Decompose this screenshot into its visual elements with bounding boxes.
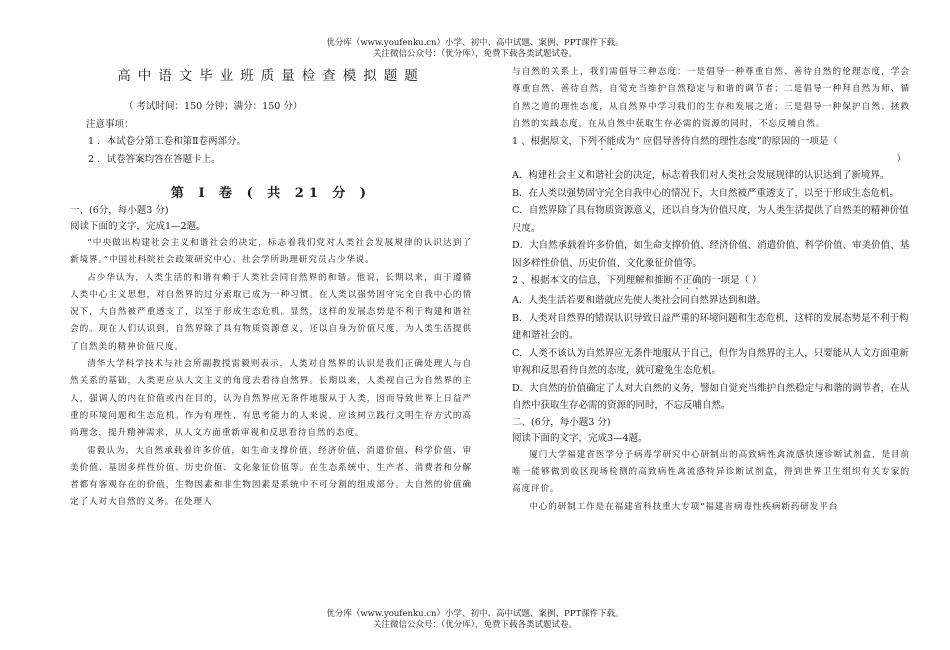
question-1-paren-close: ） [896,154,906,166]
question-1 [512,133,910,153]
passage2-paragraph-1: 厦门大学福建省医学分子病毒学研究中心研制出的高致病性禽流感快速诊断试剂盒，是目前唯一能够做到收区现场检测的高致病性禽流感特异诊断试剂盒，得到世界卫生组织有关专家的高度评价。 [512,449,910,495]
section-2-heading: 二、(6分，每小题3 分) [512,416,611,428]
section-1-intro: 阅读下面的文字，完成1—2题。 [70,221,206,232]
exam-title: 高中语文毕业班质量检查模拟题题 [117,68,425,84]
notice-title: 注意事项： [86,119,134,130]
passage-continuation: 与自然的关系上，我们需倡导三种态度：一是倡导一种尊重自然、善待自然的伦理态度，学会尊重自然、善待自然，自觉充当维护自然稳定与和谐的调节者；二是倡导一种拜自然为师、循自然之道的理性态度，从自然界中学习我们的生存和发展之道；三是倡导一种保护自然、拯救自然的实践态度，在从自然中获取生存必需的资源的同时，不忘反哺自然。 [512,67,910,129]
passage-paragraph-4: 雷毅认为，大自然承载着许多价值，如生命支撑价值、经济价值、消遣价值、科学价值、审美价值、基因多样性价值、历史价值、文化象征价值等。在生态系统中，生产者、消费者和分解者都有客观存在的价值，生物因素和非生物因素是系统中不可分割的组成部分。大自然的价值确定了人对大自然的义务。在处理人 [70,445,472,508]
question-1-emphasis: 不能 [597,136,617,148]
question-1-option-d: D．大自然承载着许多价值，如生命支撑价值、经济价值、消遣价值、科学价值、审美价值、基因多样性价值、历史价值、文化象征价值等。 [512,240,910,269]
question-2-option-a: A．人类生活若要和谐就应先使人类社会同自然界达到和谐。 [512,295,766,307]
question-1-option-a: A．构建社会主义和谐社会的决定，标志着我们对人类社会发展规律的认识达到了新境界。 [512,170,890,182]
question-2-emphasis: 不正确 [673,275,702,287]
notice-item-1: 1 ．本试卷分第工卷和第Ⅱ卷两部分。 [88,136,247,147]
header-line-2: 关注微信公众号：（优分库），免费下载各类试题试卷。 [372,49,577,59]
page-header [0,38,950,60]
question-2-option-d: D．大自然的价值确定了人对大自然的义务，譬如自觉充当维护自然稳定与和谐的调节者，在从自然中获取生存必需的资源的同时，不忘反哺自然。 [512,382,910,412]
right-column [512,64,910,516]
footer-line-1: 优分库（www.youfenku.cn）小学、初中、高中试题、案例、PPT课件下载。 [326,609,624,619]
question-1-prefix: 1 、根据原文，下列 [512,136,598,148]
question-2-option-c: C．人类不该认为自然界应无条件地服从于自己，但作为自然界的主人，只要能从人文方面重新审视和反思看待自然的态度，就可避免生态危机。 [512,347,909,377]
volume-title-text: 第 I 卷 ( 共 21 分 ) [170,186,372,201]
question-2 [512,272,910,292]
exam-time-info: （ 考试时间：150 分钟；满分：150 分） [124,101,303,112]
passage-paragraph-2: 占少华认为，人类生活的和谐有赖于人类社会同自然界的和谐。他说，长期以来，由于遵循人类中心主义思想，对自然界的过分索取已成为一种习惯。在人类以强势固守完全自我中心的情况下，大自然被严重透支了，以至于形成生态危机。显然，这样的发展态势是不利于构建和谐社会的。现在人们认识到，自然界除了具有物质资源意义，还以自身为价值尺度，为人类生活提供了自然美的精神价值尺度。 [70,272,472,352]
passage-paragraph-1: “中央做出构建社会主义和谐社会的决定，标志着我们党对人类社会发展规律的认识达到了新境界。”中国社科院社会政策研究中心、社会学所助理研究员占少华说。 [70,238,472,266]
left-column [70,64,472,512]
header-line-1: 优分库（www.youfenku.cn）小学、初中、高中试题、案例、PPT课件下载。 [326,38,624,48]
question-2-prefix: 2 、根据本文的信息，下列理解和推断 [512,275,674,287]
passage2-paragraph-2: 中心的研制工作是在福建省科技重大专项“福建省病毒性疾病新药研发平台 [529,501,839,512]
question-1-option-c: C．自然界除了具有物质资源意义，还以自身为价值尺度，为人类生活提供了自然美的精神价值尺度。 [512,205,909,234]
question-2-suffix: 的一项是（ ） [701,275,762,287]
passage-paragraph-3: 清华大学科学技术与社会所副教授雷毅则表示，人类对自然界的认识是我们正确处理人与自然关系的基础，人类更应从人文主义的角度去看待自然界。长期以来，人类视自己为自然界的主人，强调人的内在价值或内在目的，认为自然界应无条件地服从于人类，因而导致世界上日益严重的环境问题和生态危机。作为有理性、有思考能力的人来说，应该树立践行文明生存方式的高尚理念，提升精神需求，从人文方面重新审视和反思看待自然的态度。 [70,359,472,439]
footer-line-2: 关注微信公众号：（优分库），免费下载各类试题试卷。 [372,620,577,630]
question-2-option-b: B．人类对自然界的错误认识导致日益严重的环境问题和生态危机，这样的发展态势是不利于构建和谐社会的。 [512,312,909,342]
notice-item-2: 2 ．试卷答案均答在答题卡上。 [88,154,221,165]
volume-title [70,182,472,201]
page-footer [0,609,950,631]
section-1-heading: 一、(6分，每小题3 分) [70,205,169,216]
section-2-intro: 阅读下面的文字，完成3—4题。 [512,432,648,444]
question-1-suffix: 成为“ 应倡导善待自然的理性态度”的原因的一项是（ [616,136,838,148]
question-1-option-b: B．在人类以强势固守完全自我中心的情况下，大自然被严重透支了，以至于形成生态危机。 [512,187,899,199]
